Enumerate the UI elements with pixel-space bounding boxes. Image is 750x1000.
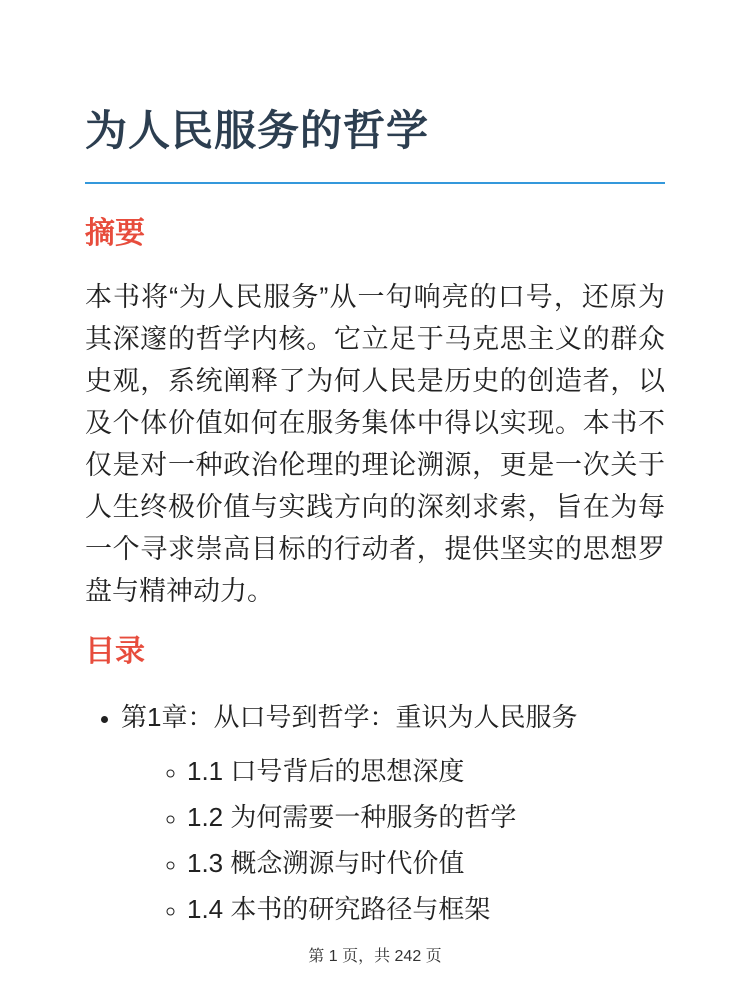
toc-section-item: ◦ 1.1 口号背后的思想深度: [187, 750, 665, 792]
toc-list: [85, 696, 665, 930]
page-title: 为人民服务的哲学: [85, 107, 430, 154]
toc-section-list: [121, 750, 665, 930]
title-divider: [85, 182, 665, 184]
toc-chapter-item: [121, 696, 665, 930]
toc-chapter-label: 第1章：从口号到哲学：重识为人民服务: [121, 702, 578, 732]
toc-heading: 目录: [85, 635, 145, 668]
page-number: 第 1 页，共 242 页: [308, 948, 442, 965]
toc-section-item: ◦ 1.2 为何需要一种服务的哲学: [187, 796, 665, 838]
toc-section-item: ◦ 1.4 本书的研究路径与框架: [187, 888, 665, 930]
abstract-heading: 摘要: [85, 217, 145, 250]
toc-section-item: ◦ 1.3 概念溯源与时代价值: [187, 842, 665, 884]
abstract-paragraph: 本书将“为人民服务”从一句响亮的口号，还原为其深邃的哲学内核。它立足于马克思主义的群众史观，系统阐释了为何人民是历史的创造者，以及个体价值如何在服务集体中得以实现。本书不仅是对一种政治伦理的理论溯源，更是一次关于人生终极价值与实践方向的深刻求索，旨在为每一个寻求崇高目标的行动者，提供坚实的思想罗盘与精神动力。: [85, 282, 665, 606]
